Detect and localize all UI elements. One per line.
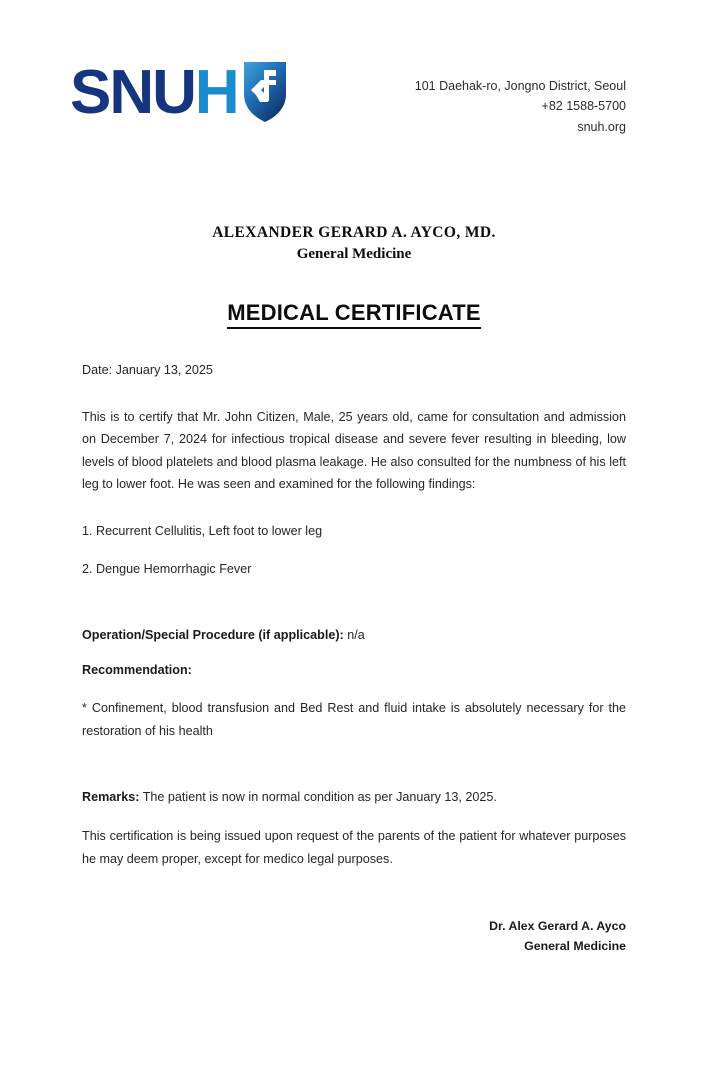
operation-label: Operation/Special Procedure (if applicable): (82, 628, 344, 643)
doctor-department: General Medicine (296, 245, 412, 262)
snuh-shield-emblem (242, 60, 288, 124)
hospital-contact-info (415, 62, 626, 137)
operation-value: n/a (347, 628, 365, 643)
remarks-label: Remarks: (82, 790, 140, 805)
hospital-phone: +82 1588-5700 (541, 99, 626, 114)
operation-line (82, 628, 626, 642)
doctor-heading (82, 223, 626, 264)
document-header (70, 0, 626, 137)
signature-department: General Medicine (524, 938, 626, 953)
snuh-wordmark-dark: SNU (70, 58, 195, 127)
recommendation-label-text: Recommendation: (82, 663, 192, 678)
page-title (82, 300, 626, 326)
hospital-website: snuh.org (577, 119, 626, 134)
signature-block (489, 917, 626, 957)
date-line: Date: January 13, 2025 (82, 362, 213, 377)
snuh-wordmark-light: H (194, 58, 238, 127)
hospital-address: 101 Daehak-ro, Jongno District, Seoul (414, 79, 626, 93)
recommendation-label (82, 663, 626, 677)
finding-item: 1. Recurrent Cellulitis, Left foot to lower leg (82, 523, 323, 538)
body-paragraph: This is to certify that Mr. John Citizen, Male, 25 years old, came for consultation and admission on December 7, 2024 for infectious tropical disease and severe fever resulting in bleeding, low levels of blood platelets and blood plasma leakage. He also consulted for the numbness of his left leg to lower foot. He was seen and examined for the following findings: (82, 409, 626, 492)
remarks-text: The patient is now in normal condition as per January 13, 2025. (142, 790, 497, 805)
closing-paragraph: This certification is being issued upon request of the parents of the patient for whatever purposes he may deem proper, except for medico legal purposes. (82, 829, 626, 866)
page-title-text: MEDICAL CERTIFICATE (227, 300, 481, 329)
remarks-line (82, 790, 626, 804)
signature-name: Dr. Alex Gerard A. Ayco (489, 919, 626, 933)
snuh-logo (70, 58, 288, 127)
snuh-wordmark (70, 58, 238, 127)
recommendation-text: * Confinement, blood transfusion and Bed Rest and fluid intake is absolutely necessary for the restoration of his health (82, 701, 626, 738)
finding-item: 2. Dengue Hemorrhagic Fever (82, 561, 252, 576)
doctor-name: ALEXANDER GERARD A. AYCO, MD. (212, 223, 496, 241)
